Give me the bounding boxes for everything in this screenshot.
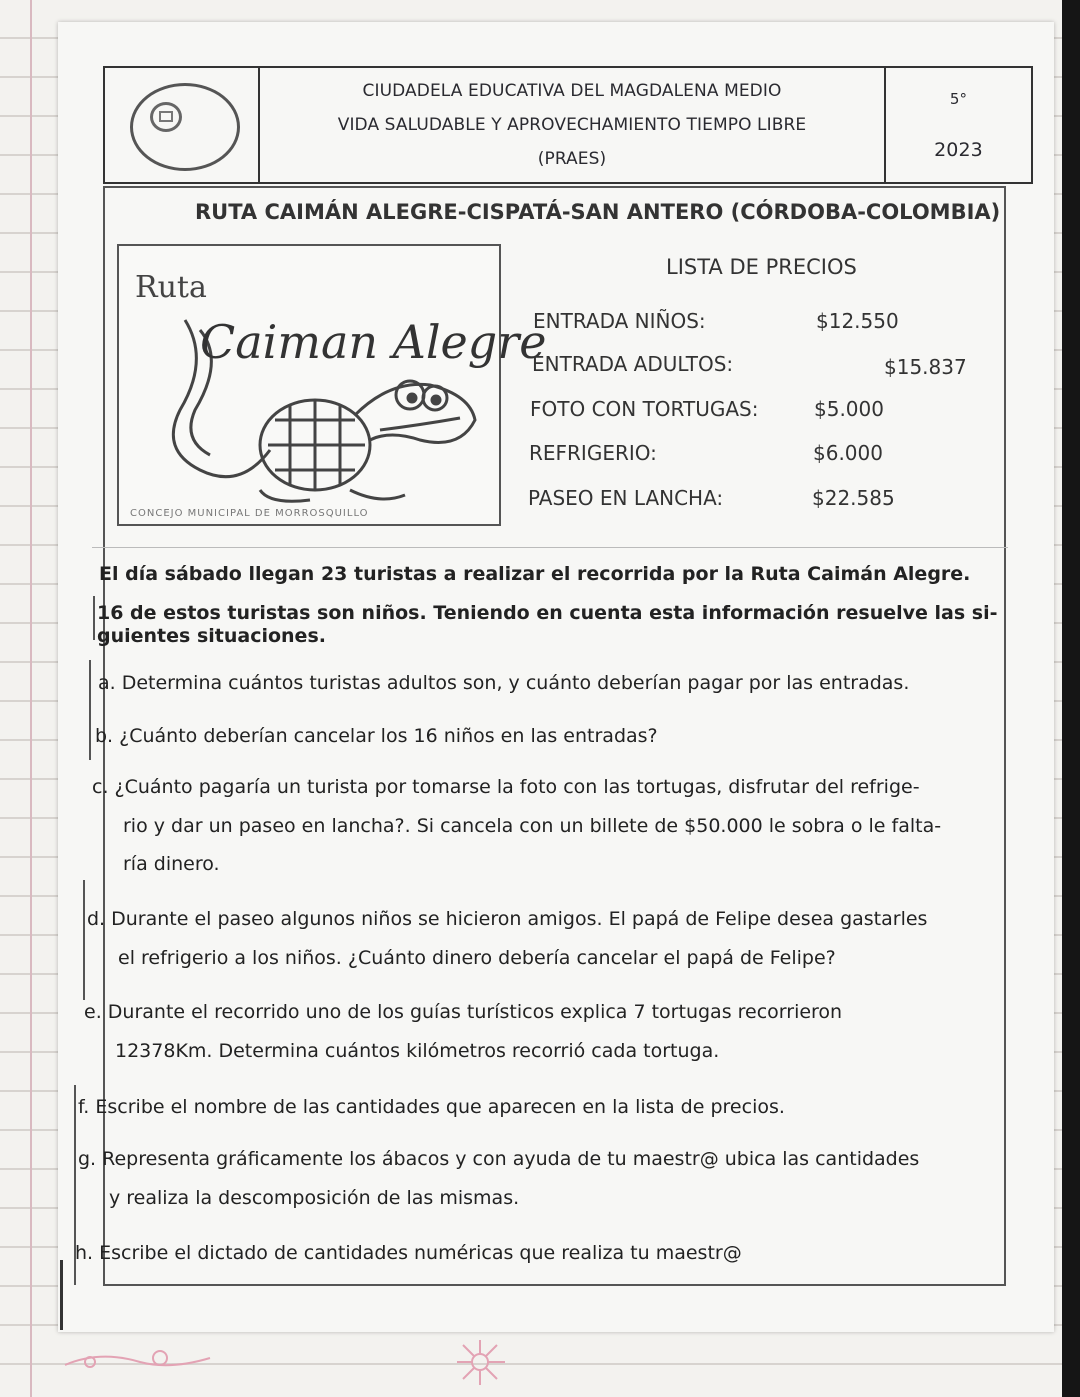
grade: 5° [949,89,968,108]
dark-edge [1062,0,1080,1397]
rule [60,1260,63,1330]
intro-line: El día sábado llegan 23 turistas a realizar el recorrida por la Ruta Caimán Alegre. [99,563,971,585]
question-h: h. Escribe el dictado de cantidades numéricas que realiza tu maestr@ [75,1242,742,1264]
notebook-margin-line [30,0,32,1397]
header-table [103,66,1033,184]
question-d-cont: el refrigerio a los niños. ¿Cuánto dinero debería cancelar el papá de Felipe? [118,947,836,969]
intro-line: guientes situaciones. [97,625,326,647]
question-e-cont: 12378Km. Determina cuántos kilómetros recorrió cada tortuga. [115,1040,720,1062]
grade-cell [886,68,1031,182]
rule [89,660,91,760]
school-logo-core-icon [159,111,173,122]
price-value: $6.000 [813,441,883,465]
star-flower-doodle-icon [445,1335,515,1390]
question-c-cont: rio y dar un paseo en lancha?. Si cancela con un billete de $50.000 le sobra o le falta- [123,815,942,837]
school-logo-cell [105,68,260,182]
price-label: PASEO EN LANCHA: [528,486,724,510]
price-list-title: LISTA DE PRECIOS [666,255,857,279]
price-label: FOTO CON TORTUGAS: [530,397,759,421]
price-value: $12.550 [816,309,899,333]
question-g: g. Representa gráficamente los ábacos y con ayuda de tu maestr@ ubica las cantidades [78,1148,920,1170]
price-value: $15.837 [884,355,967,379]
rule [93,596,95,640]
route-title: RUTA CAIMÁN ALEGRE-CISPATÁ-SAN ANTERO (CÓRDOBA-COLOMBIA) [195,200,1001,224]
institution-name: CIUDADELA EDUCATIVA DEL MAGDALENA MEDIO [362,81,782,101]
logo-name-text: Caiman Alegre [200,315,547,369]
flower-doodle-icon [60,1340,220,1380]
price-value: $5.000 [814,397,884,421]
year: 2023 [934,138,983,161]
question-a: a. Determina cuántos turistas adultos son, y cuánto deberían pagar por las entradas. [98,672,910,694]
logo-ruta-text: Ruta [135,270,207,305]
question-c-cont: ría dinero. [123,853,220,875]
question-d: d. Durante el paseo algunos niños se hicieron amigos. El papá de Felipe desea gastarles [87,908,928,930]
price-value: $22.585 [812,486,895,510]
question-e: e. Durante el recorrido uno de los guías turísticos explica 7 tortugas recorrieron [84,1001,843,1023]
question-b: b. ¿Cuánto deberían cancelar los 16 niños en las entradas? [95,725,658,747]
question-g-cont: y realiza la descomposición de las mismas. [109,1187,520,1209]
question-f: f. Escribe el nombre de las cantidades que aparecen en la lista de precios. [78,1096,785,1118]
project-name: (PRAES) [537,149,607,169]
subject-name: VIDA SALUDABLE Y APROVECHAMIENTO TIEMPO LIBRE [337,115,807,135]
price-label: ENTRADA ADULTOS: [532,352,734,376]
question-c: c. ¿Cuánto pagaría un turista por tomarse la foto con las tortugas, disfrutar del refrige- [92,776,920,798]
divider [92,547,1008,548]
price-label: ENTRADA NIÑOS: [533,309,706,333]
rule [83,880,85,1000]
header-title-cell [260,68,886,182]
school-logo-icon [130,83,240,171]
intro-line: 16 de estos turistas son niños. Teniendo en cuenta esta información resuelve las si- [97,602,998,624]
logo-footer-text: CONCEJO MUNICIPAL DE MORROSQUILLO [130,508,369,519]
price-label: REFRIGERIO: [529,441,657,465]
